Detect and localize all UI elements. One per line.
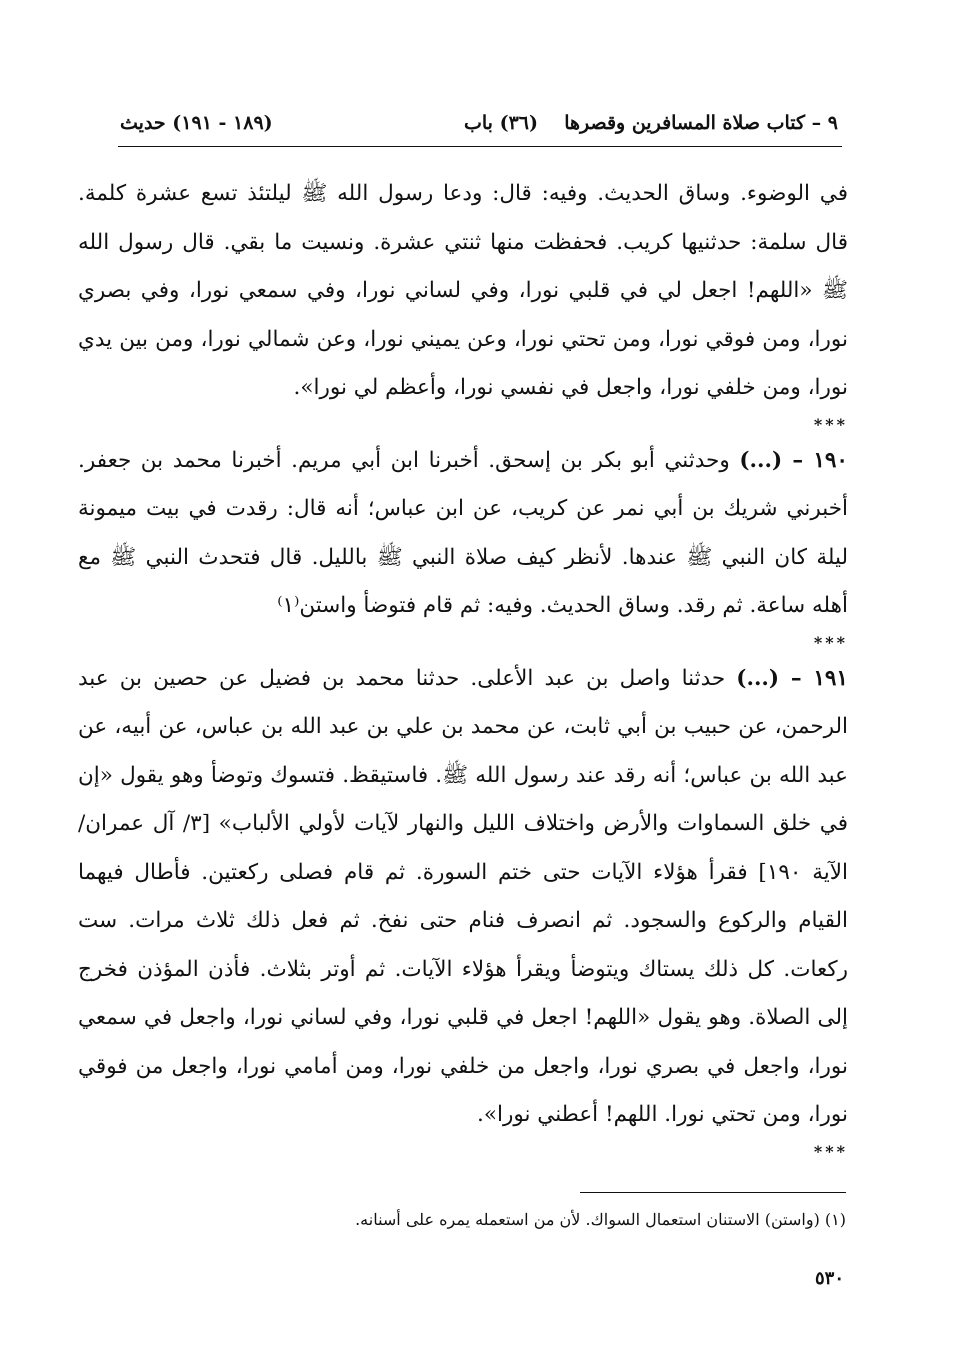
paragraph-continuation: في الوضوء. وساق الحديث. وفيه: قال: ودعا رسول الله ﷺ ليلتئذ تسع عشرة كلمة. قال سلمة: حدثنيها كريب. فحفظت منها ثنتي عشرة. ونسيت ما بقي. قال رسول الله ﷺ «اللهم! اجعل لي في قلبي نورا، وفي لساني نورا، وفي سمعي نورا، وفي بصري نورا، ومن فوقي نورا، ومن تحتي نورا، وعن يميني نورا، وعن شمالي نورا، ومن بين يدي نورا، ومن خلفي نورا، واجعل في نفسي نورا، وأعظم لي نورا». (78, 181, 848, 400)
footnote: (١) (واستن) الاستنان استعمال السواك. لأن من استعمله يمره على أسنانه. (355, 1210, 846, 1229)
section-separator: *** (813, 414, 848, 434)
hadith-190-text: وحدثني أبو بكر بن إسحق. أخبرنا ابن أبي مريم. أخبرنا محمد بن جعفر. أخبرني شريك بن أبي نمر عن كريب، عن ابن عباس؛ أنه قال: رقدت في بيت ميمونة ليلة كان النبي ﷺ عندها. لأنظر كيف صلاة النبي ﷺ بالليل. قال فتحدث النبي ﷺ مع أهله ساعة. ثم رقد. وساق الحديث. وفيه: ثم قام فتوضأ واستن⁽١⁾ (78, 447, 848, 618)
header-divider (118, 146, 842, 147)
running-header (120, 112, 838, 144)
hadith-number-190: ١٩٠ – (...) (739, 447, 848, 473)
hadith-191 (78, 655, 848, 1140)
header-section: (٣٦) باب (464, 112, 538, 134)
section-separator: *** (813, 1141, 848, 1161)
section-separator: *** (813, 632, 848, 652)
main-text (78, 170, 848, 1164)
page-number: ٥٣٠ (814, 1268, 844, 1289)
footnote-divider (580, 1192, 846, 1193)
hadith-191-text: حدثنا واصل بن عبد الأعلى. حدثنا محمد بن فضيل عن حصين بن عبد الرحمن، عن حبيب بن أبي ثابت، عن محمد بن علي بن عبد الله بن عباس، عن أبيه، عن عبد الله بن عباس؛ أنه رقد عند رسول الله ﷺ. فاستيقظ. فتسوك وتوضأ وهو يقول «إن في خلق السماوات والأرض واختلاف الليل والنهار لآيات لأولي الألباب» [٣/ آل عمران/ الآية ١٩٠] فقرأ هؤلاء الآيات حتى ختم السورة. ثم قام فصلى ركعتين. فأطال فيهما القيام والركوع والسجود. ثم انصرف فنام حتى نفخ. ثم فعل ذلك ثلاث مرات. ست ركعات. كل ذلك يستاك ويتوضأ ويقرأ هؤلاء الآيات. ثم أوتر بثلاث. فأذن المؤذن فخرج إلى الصلاة. وهو يقول «اللهم! اجعل في قلبي نورا، وفي لساني نورا، واجعل في سمعي نورا، واجعل في بصري نورا، واجعل من خلفي نورا، ومن أمامي نورا، واجعل من فوقي نورا، ومن تحتي نورا. اللهم! أعطني نورا». (78, 665, 849, 1127)
hadith-190 (78, 437, 848, 631)
hadith-number-191: ١٩١ – (...) (736, 665, 848, 691)
header-chapter: ٩ – كتاب صلاة المسافرين وقصرها (564, 112, 838, 134)
header-hadith-range: (١٨٩ - ١٩١) حديث (120, 112, 273, 134)
